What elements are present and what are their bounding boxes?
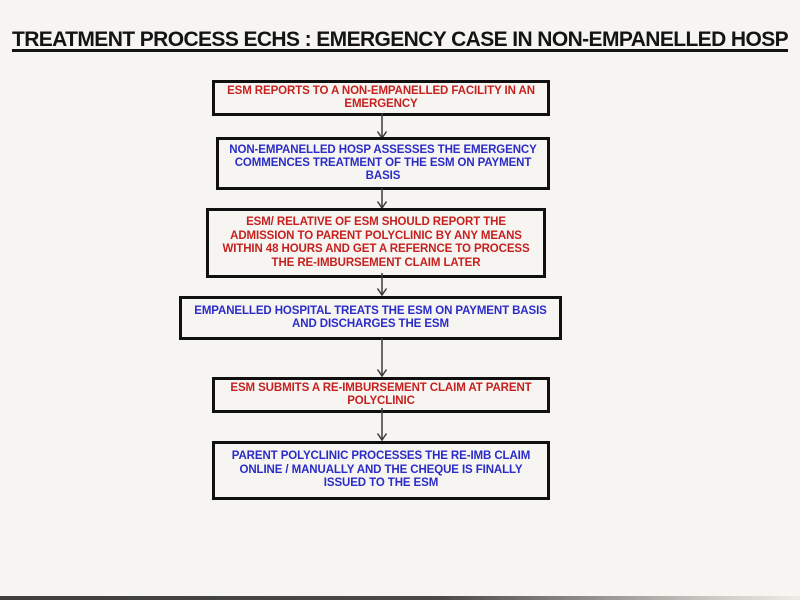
- flow-step-2-line: COMMENCES TREATMENT OF THE ESM ON PAYMENT: [234, 157, 532, 169]
- down-arrow-icon: [375, 273, 389, 296]
- flow-step-1-line: EMERGENCY: [344, 98, 418, 110]
- flow-step-2-line: NON-EMPANELLED HOSP ASSESSES THE EMERGENCY: [229, 144, 537, 156]
- flow-step-5-line: POLYCLINIC: [347, 395, 415, 407]
- down-arrow-icon: [375, 408, 389, 441]
- flow-step-2-hosp-assesses: [216, 137, 550, 190]
- flow-step-3-report-admission: [206, 208, 546, 278]
- flow-step-4-hospital-treats: [179, 296, 562, 340]
- flow-step-1-line: ESM REPORTS TO A NON-EMPANELLED FACILITY IN AN: [227, 85, 535, 97]
- flow-step-3-line: THE RE-IMBURSEMENT CLAIM LATER: [271, 256, 481, 269]
- flow-step-6-line: ONLINE / MANUALLY AND THE CHEQUE IS FINALLY: [239, 463, 523, 476]
- flow-step-6-line: PARENT POLYCLINIC PROCESSES THE RE-IMB CLAIM: [231, 450, 531, 462]
- flow-step-6-line: ISSUED TO THE ESM: [323, 477, 439, 489]
- down-arrow-icon: [375, 188, 389, 209]
- flow-step-3-line: ADMISSION TO PARENT POLYCLINIC BY ANY MEANS: [230, 229, 522, 242]
- page-title: TREATMENT PROCESS ECHS : EMERGENCY CASE IN NON-EMPANELLED HOSP: [11, 28, 789, 51]
- down-arrow-icon: [375, 113, 389, 139]
- flow-step-1-esm-reports: [212, 80, 550, 116]
- flow-step-4-line: EMPANELLED HOSPITAL TREATS THE ESM ON PAYMENT BASIS: [194, 305, 547, 317]
- down-arrow-icon: [375, 338, 389, 377]
- flow-step-6-claim-processed: [212, 441, 550, 500]
- flow-step-2-line: BASIS: [365, 170, 401, 182]
- flow-step-4-line: AND DISCHARGES THE ESM: [292, 318, 449, 330]
- image-bottom-edge: [0, 596, 800, 600]
- flow-step-3-line: ESM/ RELATIVE OF ESM SHOULD REPORT THE: [246, 216, 506, 228]
- flow-step-3-line: WITHIN 48 HOURS AND GET A REFERNCE TO PROCESS: [222, 243, 530, 255]
- flow-step-5-line: ESM SUBMITS A RE-IMBURSEMENT CLAIM AT PARENT: [230, 382, 532, 394]
